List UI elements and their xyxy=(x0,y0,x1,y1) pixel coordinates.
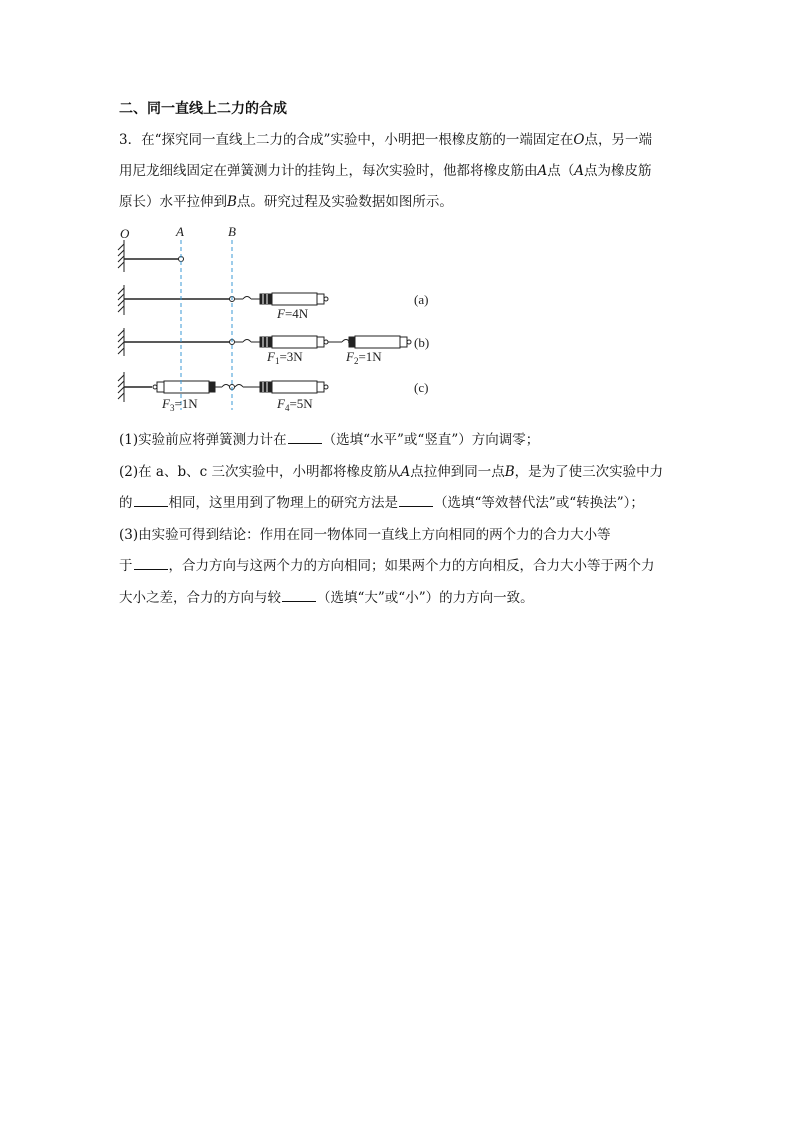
spring-scale-handle-dark xyxy=(349,337,355,347)
intro-text: 点为橡皮筋 xyxy=(584,163,652,179)
point-A: A xyxy=(574,163,584,179)
spring-scale-handle-dark xyxy=(260,337,272,347)
q2-text: 相同，这里用到了物理上的研究方法是 xyxy=(168,495,398,511)
q3-text: 于 xyxy=(119,558,133,574)
case-a-label: (a) xyxy=(414,292,429,307)
spring-scale-ring xyxy=(324,340,328,344)
intro-text: 点。研究过程及实验数据如图所示。 xyxy=(236,194,453,210)
spring-scale-end xyxy=(317,294,324,304)
q1-text: (1)实验前应将弹簧测力计在 xyxy=(119,432,287,448)
point-A: A xyxy=(537,163,548,179)
intro-text: 点（ xyxy=(547,163,575,179)
force-F4-label: $F_4=5N$ xyxy=(277,396,313,413)
question-3-line-3 xyxy=(119,588,534,608)
spring-scale-body xyxy=(272,293,317,305)
answer-blank[interactable] xyxy=(399,494,433,507)
spring-scale-handle-dark xyxy=(260,382,272,392)
intro-text: 原长）水平拉伸到 xyxy=(119,194,227,210)
intro-line-1 xyxy=(119,130,652,150)
q3-text: （选填“大”或“小”）的力方向一致。 xyxy=(317,590,534,606)
wall-hatch xyxy=(118,375,124,399)
question-3-line-2 xyxy=(119,556,655,576)
intro-line-3 xyxy=(119,192,453,212)
spring-scale-body xyxy=(355,336,400,348)
question-2-line-1 xyxy=(119,462,663,482)
q2-text: ，是为了使三次实验中力 xyxy=(514,464,664,480)
wall-hatch xyxy=(118,244,124,268)
q2-text: （选填“等效替代法”或“转换法”）； xyxy=(434,495,644,511)
spring-scale-end xyxy=(317,382,324,392)
hook xyxy=(235,385,243,388)
force-F-label: F=4N xyxy=(277,306,309,321)
point-O: O xyxy=(573,132,585,148)
spring-scale-ring xyxy=(324,385,328,389)
spring-scale-body xyxy=(272,381,317,393)
point-B: B xyxy=(227,194,237,210)
answer-blank[interactable] xyxy=(134,494,168,507)
wall-hatch xyxy=(118,330,124,354)
answer-blank[interactable] xyxy=(288,431,322,444)
question-3-line-1 xyxy=(119,525,611,545)
force-F2-label: $F_2=1N$ xyxy=(346,349,382,366)
intro-text: 用尼龙细线固定在弹簧测力计的挂钩上，每次实验时，他都将橡皮筋由 xyxy=(119,163,538,179)
case-b-label: (b) xyxy=(414,335,430,350)
answer-blank[interactable] xyxy=(282,589,316,602)
hook xyxy=(222,385,230,388)
label-A: A xyxy=(176,224,184,239)
spring-scale-handle-dark xyxy=(260,294,272,304)
question-2-line-2 xyxy=(119,493,644,513)
q3-text: ，合力方向与这两个力的方向相同；如果两个力的方向相反，合力大小等于两个力 xyxy=(168,558,655,574)
answer-blank[interactable] xyxy=(134,557,168,570)
spring-scale-body xyxy=(164,381,209,393)
force-F1-label: $F_1=3N$ xyxy=(267,349,303,366)
spring-scale-end xyxy=(400,337,407,347)
question-1 xyxy=(119,430,539,450)
q2-text: 的 xyxy=(119,495,133,511)
hook xyxy=(243,297,251,300)
intro-text: 点，另一端 xyxy=(584,132,652,148)
label-B: B xyxy=(228,224,236,239)
case-c-label: (c) xyxy=(414,380,429,395)
spring-scale-body xyxy=(272,336,317,348)
spring-scale-handle-dark xyxy=(209,382,215,392)
hook xyxy=(243,340,251,343)
spring-scale-ring xyxy=(407,340,411,344)
spring-scale-ring xyxy=(324,297,328,301)
force-F3-label: $F_3=1N$ xyxy=(162,396,198,413)
q2-text: 点拉伸到同一点 xyxy=(410,464,505,480)
section-heading: 二、同一直线上二力的合成 xyxy=(119,101,287,117)
intro-line-2 xyxy=(119,161,652,181)
label-O: O xyxy=(120,226,130,241)
spring-scale-ring xyxy=(153,385,157,389)
point-A: A xyxy=(400,464,411,480)
q3-text: 大小之差，合力的方向与较 xyxy=(119,590,281,606)
wall-hatch xyxy=(118,288,124,312)
point-B: B xyxy=(504,464,515,480)
spring-scale-end xyxy=(157,382,164,392)
spring-scale-end xyxy=(317,337,324,347)
intro-text: 3．在“探究同一直线上二力的合成”实验中，小明把一根橡皮筋的一端固定在 xyxy=(119,132,574,148)
q3-text: (3)由实验可得到结论：作用在同一物体同一直线上方向相同的两个力的合力大小等 xyxy=(119,527,611,543)
experiment-figure xyxy=(112,222,442,417)
q1-text: （选填“水平”或“竖直”）方向调零； xyxy=(322,432,540,448)
q2-text: (2)在 a、b、c 三次实验中，小明都将橡皮筋从 xyxy=(119,464,401,480)
